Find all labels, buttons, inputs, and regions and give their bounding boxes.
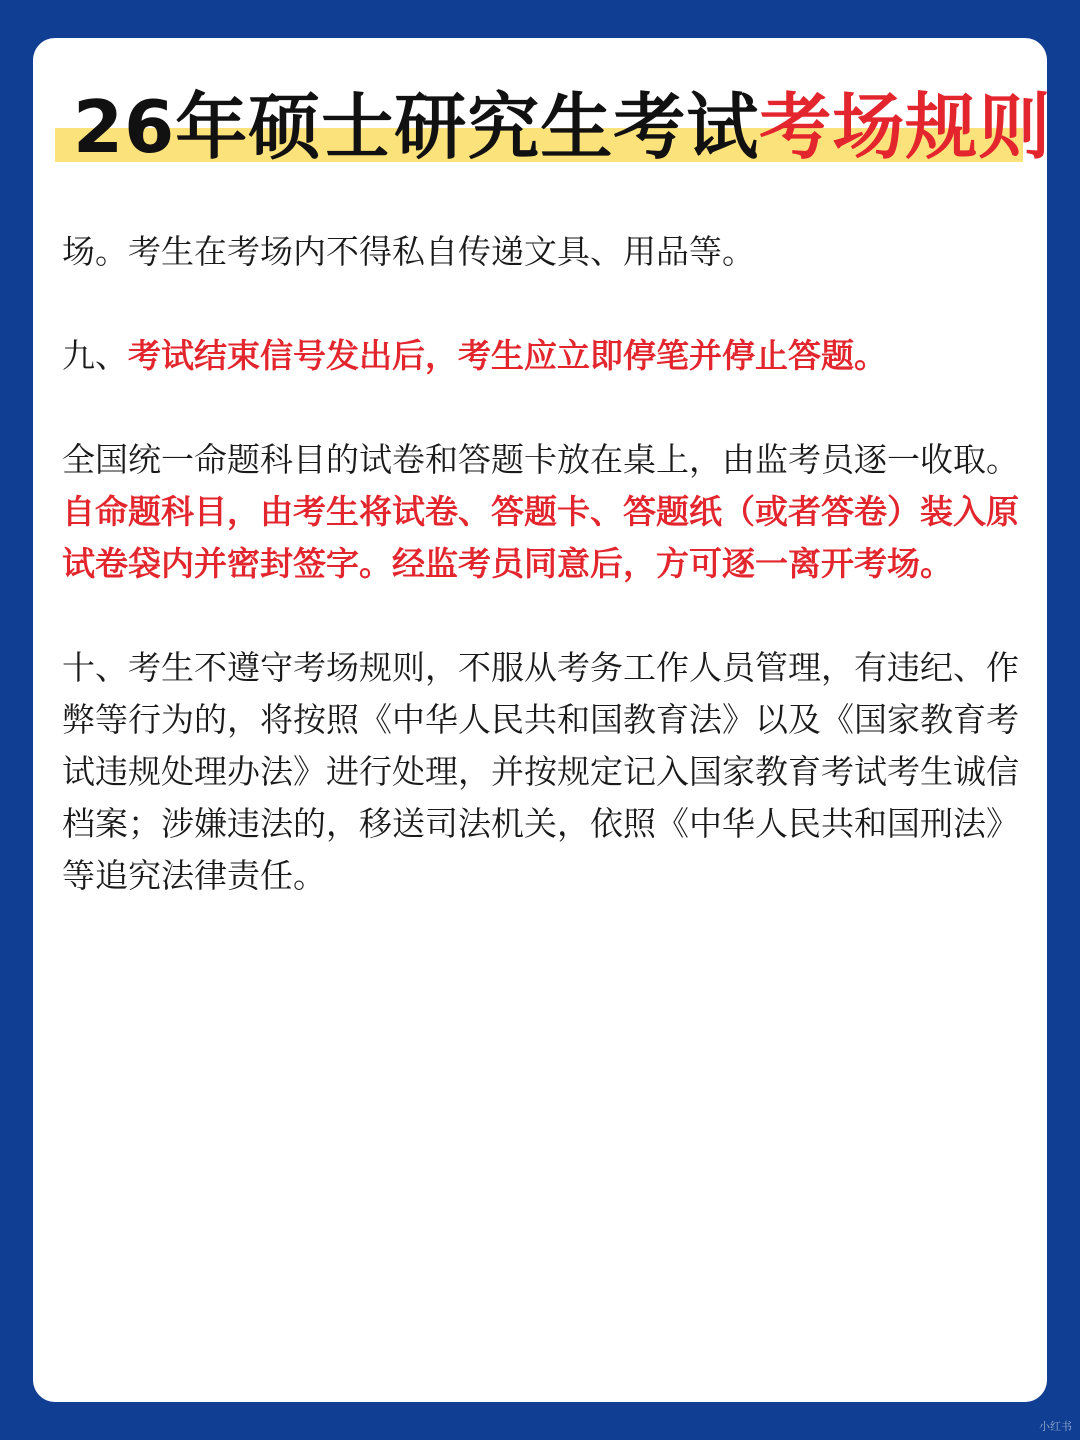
title-highlight-text: 考场规则 [759,85,1052,169]
paragraph-text: 场。考生在考场内不得私自传递文具、用品等。 [62,232,755,271]
watermark-text: 小红书 [1039,1420,1072,1433]
title-block [55,82,1052,172]
paragraph-text: 十、考生不遵守考场规则，不服从考务工作人员管理，有违纪、作弊等行为的，将按照《中华人民共和国教育法》以及《国家教育考试违规处理办法》进行处理，并按规定记入国家教育考试考生诚信档案；涉嫌违法的，移送司法机关，依照《中华人民共和国刑法》等追究法律责任。 [62,648,1019,895]
rule-paragraph-collection [62,434,1024,590]
rule-paragraph-9 [62,330,1024,382]
rule-number-label: 九、 [62,336,128,375]
content-card [33,38,1052,1402]
rules-body [62,226,1024,954]
paragraph-text: 全国统一命题科目的试卷和答题卡放在桌上，由监考员逐一收取。 [62,440,1019,479]
rule-paragraph-continued [62,226,1024,278]
title-main: 26年硕士研究生考试 [73,85,760,169]
page-title [73,82,1051,172]
paragraph-emphasis: 自命题科目，由考生将试卷、答题卡、答题纸（或者答卷）装入原试卷袋内并密封签字。经监考员同意后，方可逐一离开考场。 [62,492,1019,583]
rule-paragraph-10 [62,642,1024,902]
paragraph-emphasis: 考试结束信号发出后，考生应立即停笔并停止答题。 [128,336,887,375]
